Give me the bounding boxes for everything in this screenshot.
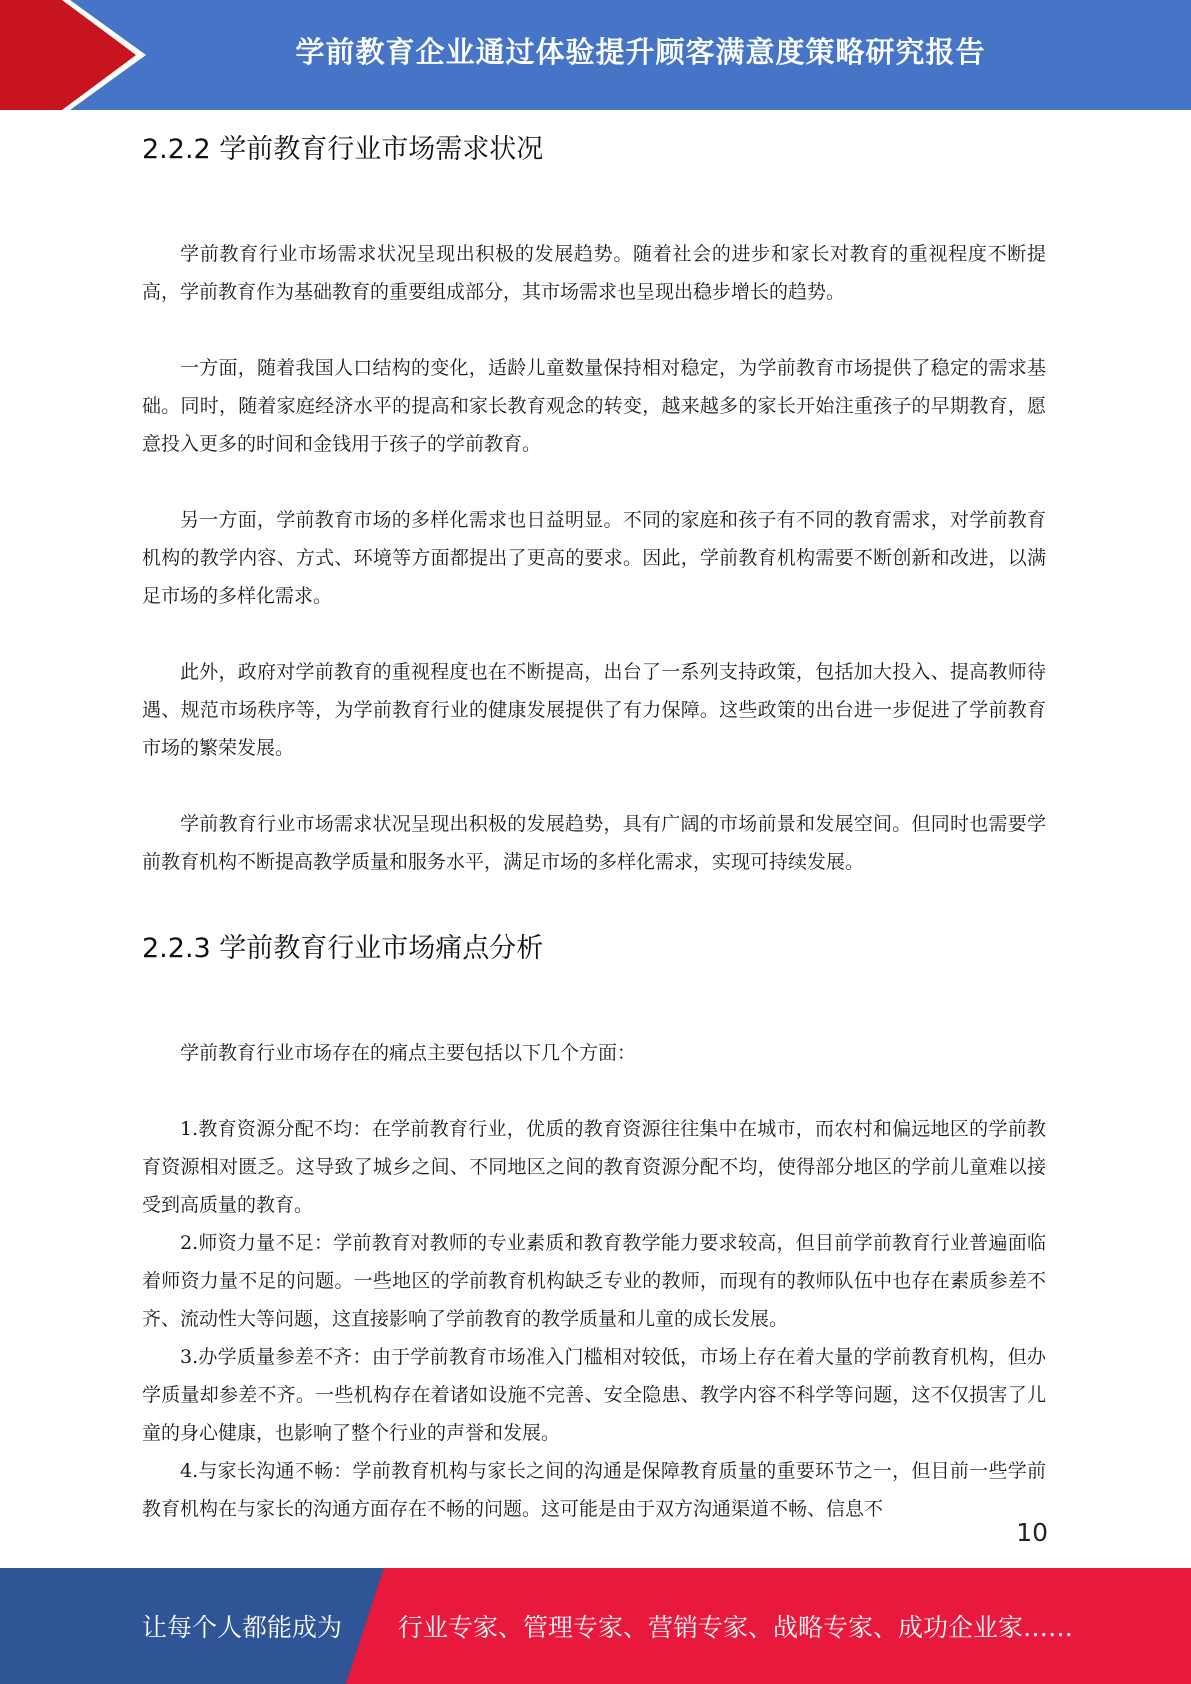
paragraph: 此外，政府对学前教育的重视程度也在不断提高，出台了一系列支持政策，包括加大投入、提高教师待遇、规范市场秩序等，为学前教育行业的健康发展提供了有力保障。这些政策的出台进一步促进了学前教育市场的繁荣发展。 <box>142 661 1046 759</box>
footer-slogan-left: 让每个人都能成为 <box>142 1613 343 1642</box>
header-banner <box>0 0 1191 110</box>
list-item: 2.师资力量不足：学前教育对教师的专业素质和教育教学能力要求较高，但目前学前教育行业普遍面临着师资力量不足的问题。一些地区的学前教育机构缺乏专业的教师，而现有的教师队伍中也存在素质参差不齐、流动性大等问题，这直接影响了学前教育的教学质量和儿童的成长发展。 <box>142 1232 1046 1330</box>
footer-banner <box>0 1568 1191 1684</box>
page-number: 10 <box>1016 1518 1048 1547</box>
document-body <box>142 120 1046 1528</box>
paragraph: 一方面，随着我国人口结构的变化，适龄儿童数量保持相对稳定，为学前教育市场提供了稳定的需求基础。同时，随着家庭经济水平的提高和家长教育观念的转变，越来越多的家长开始注重孩子的早期教育，愿意投入更多的时间和金钱用于孩子的学前教育。 <box>142 357 1046 455</box>
section-heading-2-2-3: 2.2.3 学前教育行业市场痛点分析 <box>142 933 544 964</box>
paragraph: 学前教育行业市场存在的痛点主要包括以下几个方面： <box>180 1042 637 1064</box>
list-item: 4.与家长沟通不畅：学前教育机构与家长之间的沟通是保障教育质量的重要环节之一，但目前一些学前教育机构在与家长的沟通方面存在不畅的问题。这可能是由于双方沟通渠道不畅、信息不 <box>142 1460 1046 1520</box>
footer-slogan-right: 行业专家、管理专家、营销专家、战略专家、成功企业家…… <box>398 1613 1074 1642</box>
report-title: 学前教育企业通过体验提升顾客满意度策略研究报告 <box>295 34 986 69</box>
paragraph: 学前教育行业市场需求状况呈现出积极的发展趋势。随着社会的进步和家长对教育的重视程度不断提高，学前教育作为基础教育的重要组成部分，其市场需求也呈现出稳步增长的趋势。 <box>142 243 1046 303</box>
paragraph: 学前教育行业市场需求状况呈现出积极的发展趋势，具有广阔的市场前景和发展空间。但同时也需要学前教育机构不断提高教学质量和服务水平，满足市场的多样化需求，实现可持续发展。 <box>142 813 1046 873</box>
section-heading-2-2-2: 2.2.2 学前教育行业市场需求状况 <box>142 134 544 165</box>
paragraph: 另一方面，学前教育市场的多样化需求也日益明显。不同的家庭和孩子有不同的教育需求，对学前教育机构的教学内容、方式、环境等方面都提出了更高的要求。因此，学前教育机构需要不断创新和改进，以满足市场的多样化需求。 <box>142 509 1046 607</box>
list-item: 1.教育资源分配不均：在学前教育行业，优质的教育资源往往集中在城市，而农村和偏远地区的学前教育资源相对匮乏。这导致了城乡之间、不同地区之间的教育资源分配不均，使得部分地区的学前儿童难以接受到高质量的教育。 <box>142 1118 1046 1216</box>
list-item: 3.办学质量参差不齐：由于学前教育市场准入门槛相对较低，市场上存在着大量的学前教育机构，但办学质量却参差不齐。一些机构存在着诸如设施不完善、安全隐患、教学内容不科学等问题，这不仅损害了儿童的身心健康，也影响了整个行业的声誉和发展。 <box>142 1346 1046 1444</box>
